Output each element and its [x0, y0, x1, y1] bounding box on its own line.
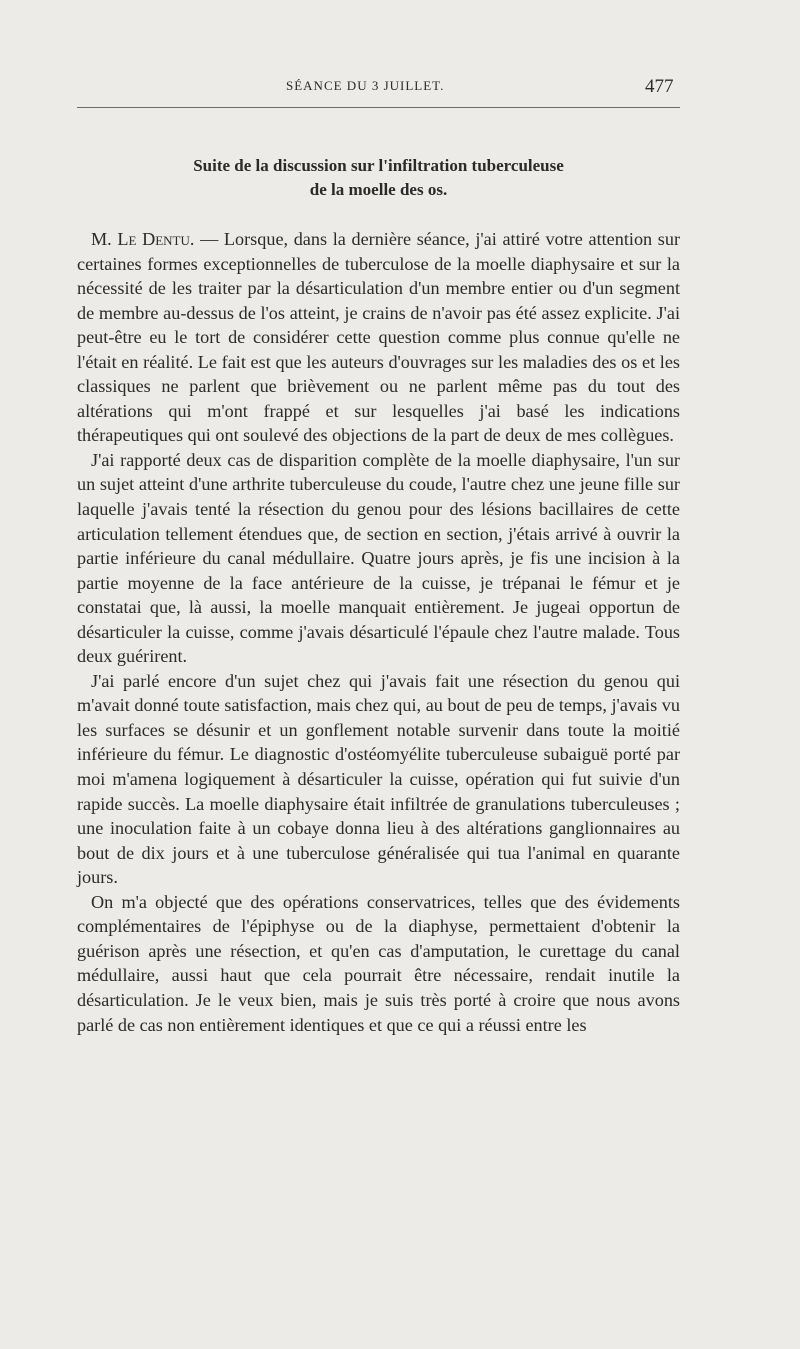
- section-title-line-1: Suite de la discussion sur l'infiltration tuberculeuse: [193, 156, 564, 175]
- speaker-name: M. Le Dentu.: [91, 229, 195, 249]
- body-text: [77, 227, 680, 1037]
- paragraph-1-text: — Lorsque, dans la dernière séance, j'ai attiré votre attention sur certaines formes exceptionnelles de tuberculose de la moelle diaphysaire et sur la nécessité de les traiter par la désarticulation d'un membre entier ou d'un segment de membre au-dessus de l'os atteint, je crains de n'avoir pas été assez explicite. J'ai peut-être eu le tort de considérer cette question comme plus connue qu'elle ne l'était en réalité. Le fait est que les auteurs d'ouvrages sur les maladies des os et les classiques ne parlent que brièvement ou ne parlent même pas du tout des altérations qui m'ont frappé et sur lesquelles j'ai basé les indications thérapeutiques qui ont soulevé des objections de la part de deux de mes collègues.: [77, 229, 681, 446]
- header-rule: [77, 107, 680, 108]
- running-head: [0, 76, 800, 100]
- section-title-line-2: de la moelle des os.: [309, 180, 448, 199]
- running-title: SÉANCE DU 3 JUILLET.: [286, 78, 445, 93]
- paragraph-3: J'ai parlé encore d'un sujet chez qui j'avais fait une résection du genou qui m'avait donné toute satisfaction, mais chez qui, au bout de peu de temps, j'avais vu les surfaces se désunir et un gonflement notable survenir dans toute la moitié inférieure du fémur. Le diagnostic d'ostéomyélite tuberculeuse subaiguë porté par moi m'amena logiquement à désarticuler la cuisse, opération qui fut suivie d'un rapide succès. La moelle diaphysaire était infiltrée de granulations tuberculeuses ; une inoculation faite à un cobaye donna lieu à des altérations ganglionnaires au bout de dix jours et à une tuberculose généralisée qui tua l'animal en quarante jours.: [77, 670, 680, 888]
- page-number: 477: [645, 76, 674, 97]
- paragraph-1: [77, 227, 680, 448]
- paragraph-4: On m'a objecté que des opérations conservatrices, telles que des évidements complémentaires de l'épiphyse ou de la diaphyse, permettaient d'obtenir la guérison après une résection, et qu'en cas d'amputation, le curettage du canal médullaire, aussi haut que cela pourrait être nécessaire, rendait inutile la désarticulation. Je le veux bien, mais je suis très porté à croire que nous avons parlé de cas non entièrement identiques et que ce qui a réussi entre les: [77, 891, 680, 1035]
- section-heading: [77, 154, 680, 202]
- paragraph-2: J'ai rapporté deux cas de disparition complète de la moelle diaphysaire, l'un sur un sujet atteint d'une arthrite tuberculeuse du coude, l'autre chez une jeune fille sur laquelle j'avais tenté la résection du genou pour des lésions bacillaires de cette articulation tellement étendues que, de section en section, j'étais arrivé à ouvrir la partie inférieure du canal médullaire. Quatre jours après, je fis une incision à la partie moyenne de la face antérieure de la cuisse, je trépanai le fémur et je constatai que, là aussi, la moelle manquait entièrement. Je jugeai opportun de désarticuler la cuisse, comme j'avais désarticulé l'épaule chez l'autre malade. Tous deux guérirent.: [77, 449, 680, 667]
